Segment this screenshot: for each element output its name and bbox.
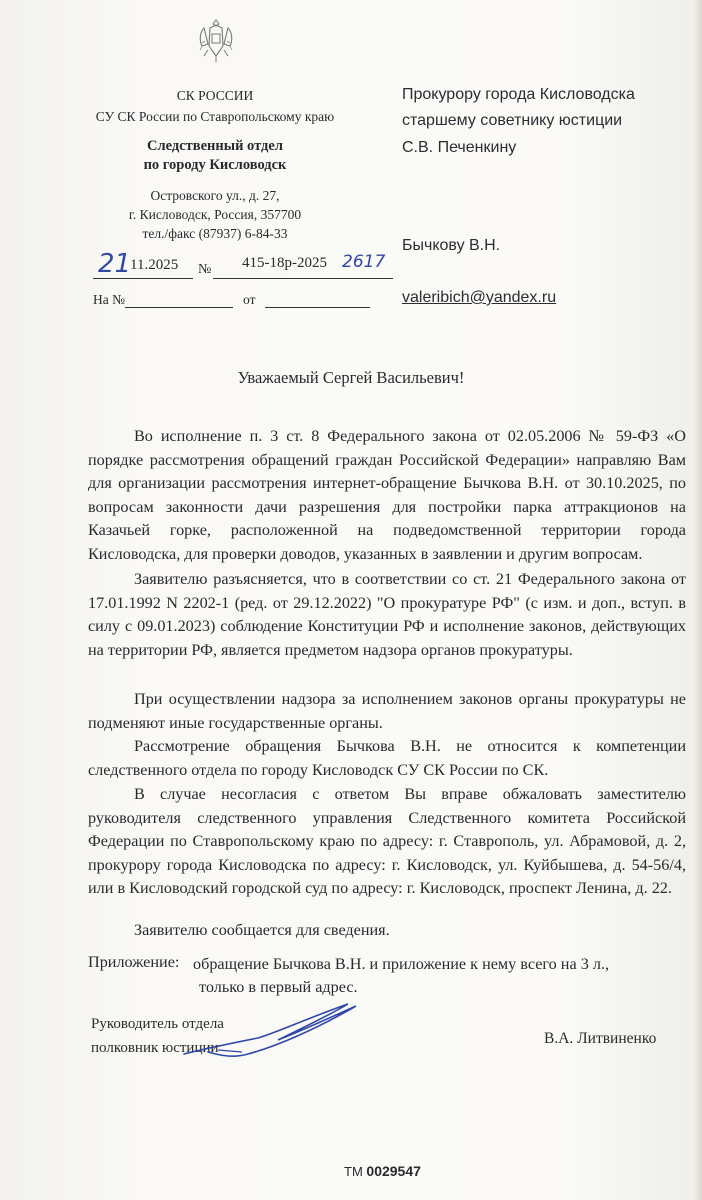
reg-date-underline	[93, 278, 193, 279]
serial-number: 0029547	[366, 1163, 421, 1179]
department-name: Следственный отдел	[147, 138, 283, 154]
paragraph-6: Заявителю сообщается для сведения.	[134, 921, 390, 939]
salutation: Уважаемый Сергей Васильевич!	[237, 368, 465, 387]
recipient-line-2: старшему советнику юстиции	[402, 112, 623, 129]
attachment-label: Приложение:	[88, 953, 180, 971]
handwritten-day: 21	[98, 249, 132, 279]
paragraph-3: При осуществлении надзора за исполнением законов органы прокуратуры не подменяют иные государственные органы.	[88, 690, 686, 732]
handwritten-signature	[178, 998, 378, 1062]
paragraph-1: Во исполнение п. 3 ст. 8 Федерального закона от 02.05.2006 № 59-ФЗ «О порядке рассмотрения обращений граждан Российской Федерации» направляю Вам для организации рассмотрения интернет-обращение Бычкова В.Н. от 30.10.2025, по вопросам законности дачи разрешения для постройки парка аттракционов на Казачьей горке, расположенной на подведомственной территории города Кисловодска, для проверки доводов, указанных в заявлении и другим вопросам.	[88, 427, 686, 563]
signer-title-1: Руководитель отдела	[91, 1016, 224, 1032]
paragraph-5: В случае несогласия с ответом Вы вправе обжаловать заместителю руководителя следственного управления Следственного комитета Российской Федерации по Ставропольскому краю по адресу: г. Ставрополь, ул. Абрамовой, д. 2, прокурору города Кисловодска по адресу: г. Кисловодск, ул. Куйбышева, д. 54-56/4, или в Кисловодский городской суд по адресу: г. Кисловодск, проспект Ленина, д. 22.	[88, 785, 686, 897]
address-street: Островского ул., д. 27,	[150, 188, 280, 203]
copy-recipient-name: Бычкову В.Н.	[402, 237, 501, 254]
handwritten-reg-number: 2617	[342, 252, 386, 272]
in-reply-from-label: от	[243, 292, 256, 307]
reg-month-year: 11.2025	[130, 257, 179, 273]
paragraph-2: Заявителю разъясняется, что в соответствии со ст. 21 Федерального закона от 17.01.1992 N 2202-1 (ред. от 29.12.2022) "О прокуратуре РФ" (с изм. и доп., вступ. в силу с 09.01.2023) соблюдение Конституции РФ и исполнение законов, действующих на территории РФ, является предметом надзора органов прокуратуры.	[88, 570, 686, 659]
reg-number-label: №	[198, 262, 212, 277]
form-serial	[344, 1163, 421, 1179]
org-subdivision: СУ СК России по Ставропольскому краю	[95, 109, 335, 124]
signer-title-2: полковник юстиции	[91, 1040, 219, 1056]
paragraph-4: Рассмотрение обращения Бычкова В.Н. не относится к компетенции следственного отдела по городу Кисловодск СУ СК России по СК.	[88, 737, 686, 779]
serial-prefix: ТМ	[344, 1164, 363, 1179]
signer-name: В.А. Литвиненко	[544, 1030, 657, 1047]
in-reply-label: На №	[93, 292, 125, 307]
page-edge-shadow	[694, 0, 702, 1200]
in-reply-number-line	[125, 307, 233, 308]
department-city: по городу Кисловодск	[143, 157, 287, 173]
attachment-line-1: обращение Бычкова В.Н. и приложение к нему всего на 3 л.,	[193, 955, 610, 973]
reg-number-underline	[213, 278, 393, 279]
recipient-line-1: Прокурору города Кисловодска	[402, 86, 635, 103]
address-city: г. Кисловодск, Россия, 357700	[128, 207, 302, 222]
copy-recipient-email: valeribich@yandex.ru	[402, 289, 557, 306]
attachment-text	[193, 953, 686, 999]
coat-of-arms-icon	[196, 16, 236, 66]
org-name: СК РОССИИ	[176, 88, 254, 103]
in-reply-date-line	[265, 307, 370, 308]
recipient-line-3: С.В. Печенкину	[402, 139, 517, 156]
reg-number-printed: 415-18р-2025	[242, 255, 327, 271]
attachment-line-2: только в первый адрес.	[199, 978, 358, 996]
address-phone: тел./факс (87937) 6-84-33	[142, 226, 288, 241]
